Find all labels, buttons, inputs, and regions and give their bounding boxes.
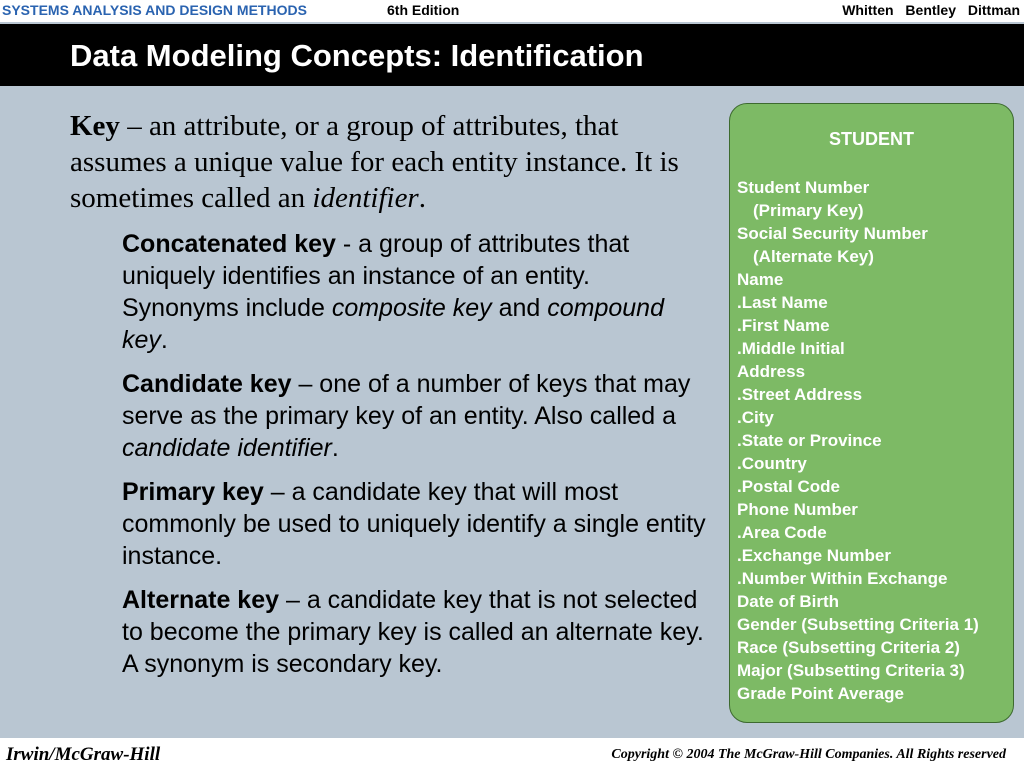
publisher-name: Irwin/McGraw-Hill xyxy=(6,744,161,765)
attribute-item: Social Security Number xyxy=(737,224,928,243)
slide-title: Data Modeling Concepts: Identification xyxy=(70,38,644,73)
subtype-emphasis: compound key xyxy=(122,294,664,354)
entity-attribute-list xyxy=(737,176,979,705)
subtype-text: and xyxy=(491,294,548,322)
attribute-note: (Alternate Key) xyxy=(753,247,874,266)
attribute-item: .Street Address xyxy=(737,385,863,404)
attribute-item: .Exchange Number xyxy=(737,546,891,565)
attribute-item: Grade Point Average xyxy=(737,684,904,703)
edition-label: 6th Edition xyxy=(387,2,460,18)
student-entity-box xyxy=(729,103,1014,723)
series-title: SYSTEMS ANALYSIS AND DESIGN METHODS xyxy=(2,2,307,18)
attribute-item: Major (Subsetting Criteria 3) xyxy=(737,661,965,680)
alternate-key-definition xyxy=(122,584,712,680)
attribute-item: .Number Within Exchange xyxy=(737,569,948,588)
candidate-key-definition xyxy=(122,368,712,464)
key-definition-text: – an attribute, or a group of attributes, that assumes a unique value for each entity instance. It is sometimes called an xyxy=(70,110,679,214)
attribute-item: .First Name xyxy=(737,316,830,335)
slide-body xyxy=(70,108,710,680)
subtype-emphasis: candidate identifier xyxy=(122,434,332,462)
attribute-item: .Postal Code xyxy=(737,477,840,496)
key-definition xyxy=(70,108,680,216)
attribute-item: .Area Code xyxy=(737,523,827,542)
attribute-item: .City xyxy=(737,408,774,427)
key-term: Key xyxy=(70,110,120,142)
subtype-text: – a candidate key that is not selected to become the primary key is called an alternate key. A synonym is secondary key. xyxy=(122,586,704,678)
attribute-item: Name xyxy=(737,270,784,289)
attribute-item: Gender (Subsetting Criteria 1) xyxy=(737,615,979,634)
attribute-item: .State or Province xyxy=(737,431,882,450)
attribute-item: .Country xyxy=(737,454,807,473)
footer-bar xyxy=(0,738,1024,768)
attribute-item: Address xyxy=(737,362,806,381)
key-definition-emphasis: identifier xyxy=(312,182,419,214)
attribute-item: Student Number xyxy=(737,178,870,197)
top-header-bar xyxy=(0,0,1024,22)
subtype-text: - a group of attributes that uniquely identifies an instance of an entity. Synonyms include xyxy=(122,230,630,322)
attribute-item: Phone Number xyxy=(737,500,858,519)
subtype-text: – one of a number of keys that may serve as the primary key of an entity. Also called a xyxy=(122,370,691,430)
primary-key-definition xyxy=(122,476,712,572)
attribute-item: Date of Birth xyxy=(737,592,839,611)
attribute-item: .Middle Initial xyxy=(737,339,845,358)
subtype-text: . xyxy=(331,434,339,462)
subtype-term: Concatenated key xyxy=(122,230,336,258)
key-definition-end: . xyxy=(418,182,426,214)
concatenated-key-definition xyxy=(122,228,712,356)
attribute-item: .Last Name xyxy=(737,293,828,312)
entity-name: STUDENT xyxy=(829,129,914,149)
attribute-note: (Primary Key) xyxy=(753,201,864,220)
title-bar xyxy=(0,24,1024,86)
attribute-item: Race (Subsetting Criteria 2) xyxy=(737,638,960,657)
subtype-emphasis: composite key xyxy=(331,294,492,322)
subtype-term: Primary key xyxy=(122,478,264,506)
authors-label: Whitten Bentley Dittman xyxy=(842,2,1020,18)
subtype-term: Alternate key xyxy=(122,586,280,614)
subtype-text: – a candidate key that will most commonly be used to uniquely identify a single entity instance. xyxy=(122,478,706,570)
subtype-text: . xyxy=(160,326,168,354)
subtype-term: Candidate key xyxy=(122,370,292,398)
copyright-notice: Copyright © 2004 The McGraw-Hill Companies. All Rights reserved xyxy=(611,747,1006,762)
